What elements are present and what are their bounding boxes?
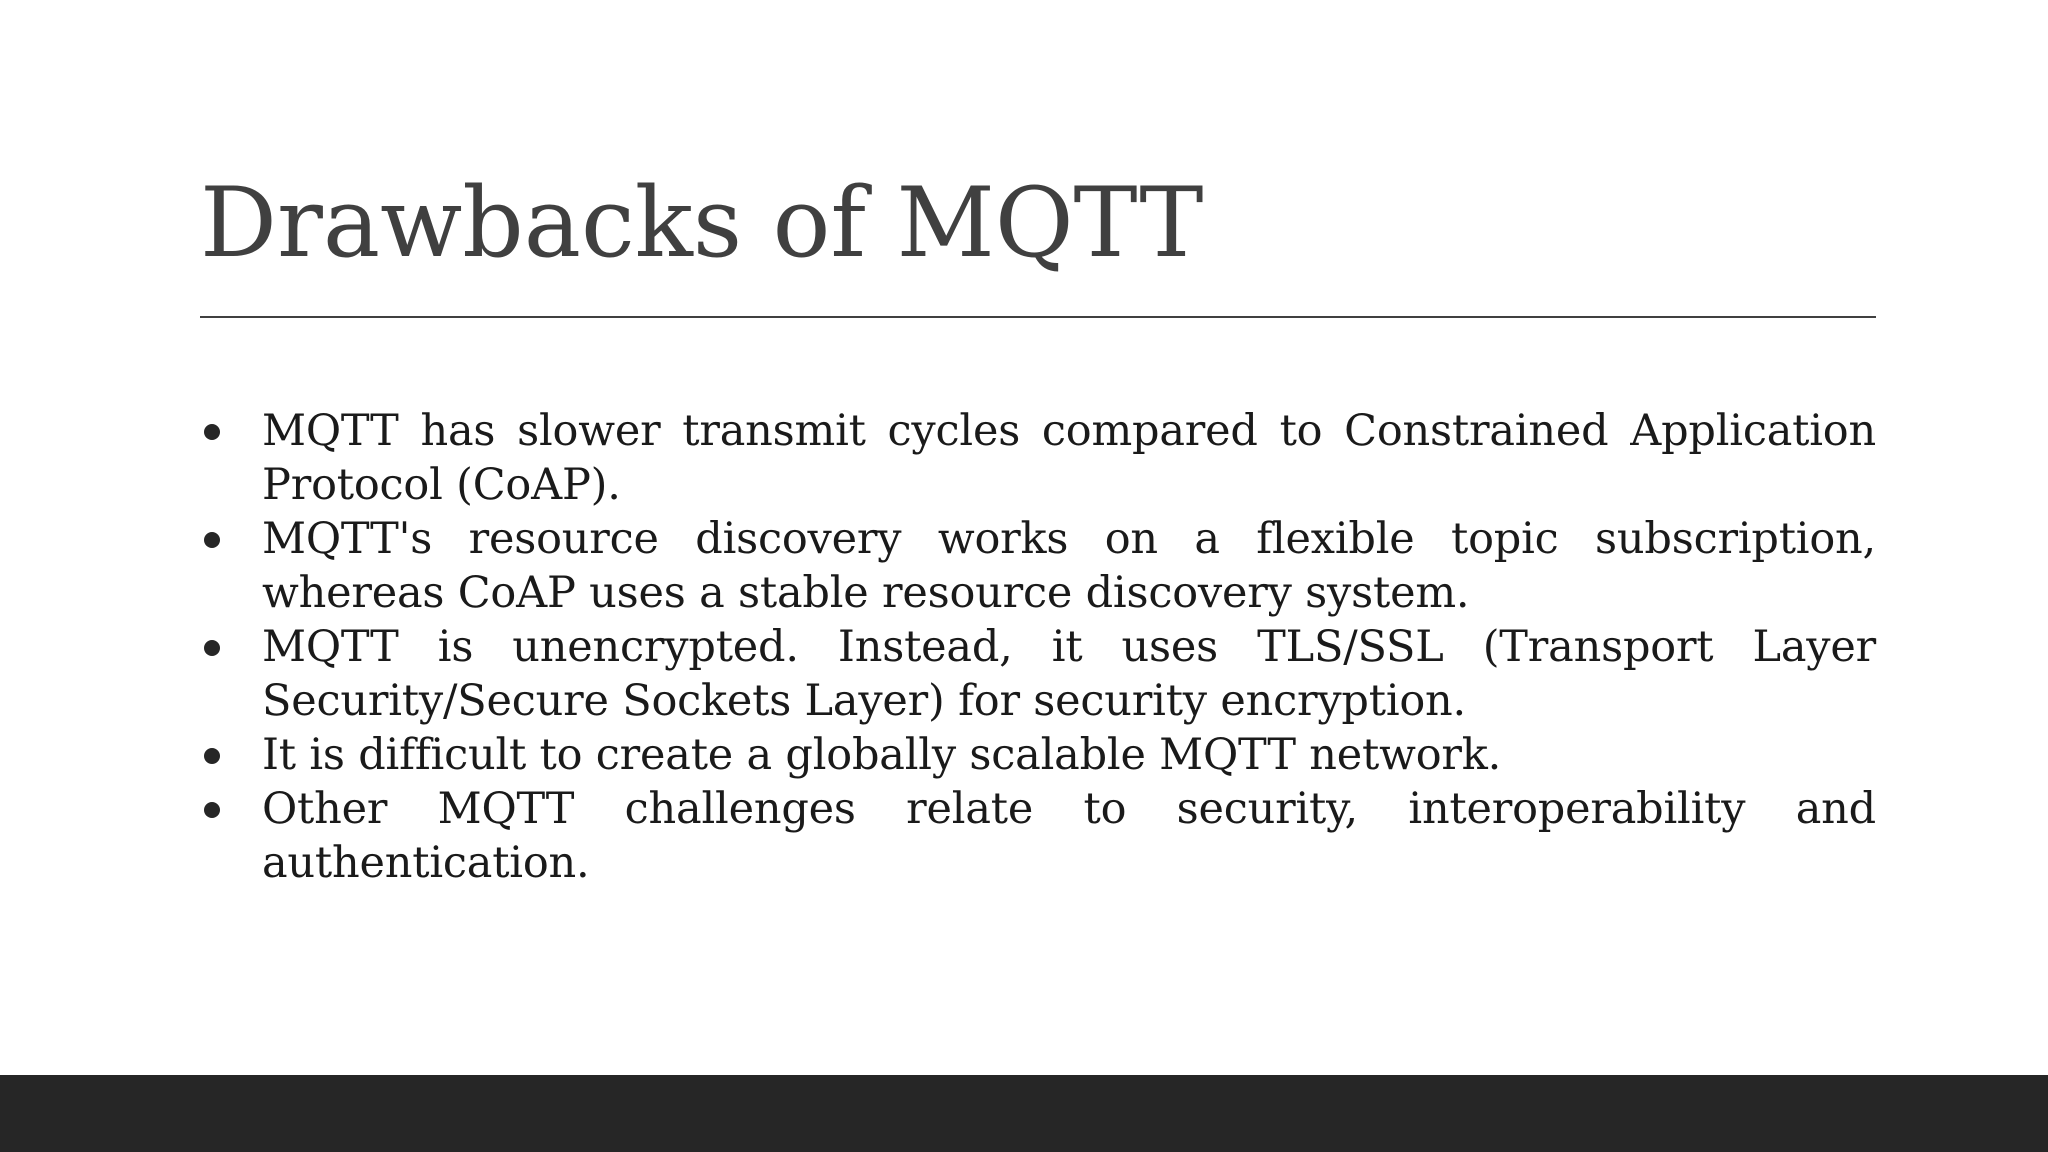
bullet-item [200, 782, 1876, 890]
bullet-text: It is difficult to create a globally scalable MQTT network. [262, 730, 1502, 780]
bullet-text: MQTT's resource discovery works on a flexible topic subscription, whereas CoAP uses a stable resource discovery system. [262, 514, 1876, 618]
bullet-dot-icon [204, 424, 220, 440]
title-divider [200, 316, 1876, 318]
bullet-list [200, 404, 1876, 890]
slide-title: Drawbacks of MQTT [200, 167, 1204, 279]
bullet-text: MQTT is unencrypted. Instead, it uses TLS/SSL (Transport Layer Security/Secure Sockets Layer) for security encryption. [262, 622, 1876, 726]
bullet-item [200, 404, 1876, 512]
bullet-item [200, 620, 1876, 728]
bullet-dot-icon [204, 802, 220, 818]
bullet-text: MQTT has slower transmit cycles compared to Constrained Application Protocol (CoAP). [262, 406, 1876, 510]
bullet-dot-icon [204, 532, 220, 548]
bullet-dot-icon [204, 748, 220, 764]
bullet-text: Other MQTT challenges relate to security, interoperability and authentication. [262, 784, 1876, 888]
bullet-dot-icon [204, 640, 220, 656]
bullet-item [200, 728, 1876, 782]
footer-bar [0, 1075, 2048, 1152]
bullet-item [200, 512, 1876, 620]
